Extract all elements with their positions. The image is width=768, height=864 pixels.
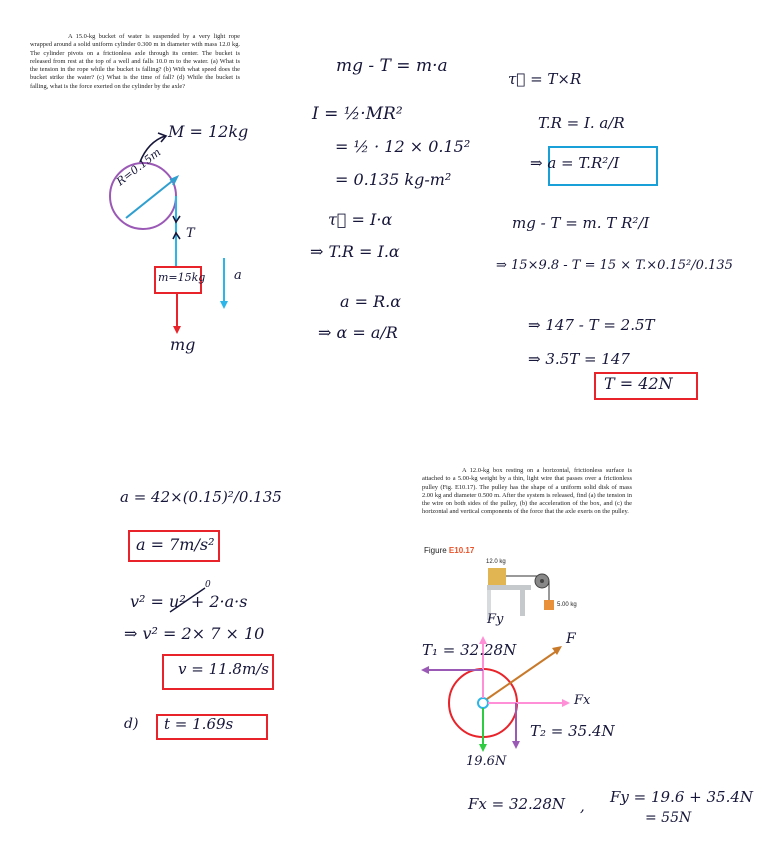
col3-eq1: τ⃗ = T×R [508, 70, 582, 88]
col4-eq5: v = 11.8m/s [178, 660, 269, 678]
figure-box-label: 12.0 kg [486, 559, 506, 565]
col3-eq5: ⇒ 15×9.8 - T = 15 × T.×0.15²/0.135 [496, 258, 733, 273]
figure-label-prefix: Figure [424, 546, 447, 555]
col3-eq3: ⇒ a = T.R²/I [530, 154, 620, 172]
col3-eq4: mg - T = m. T R²/I [512, 214, 650, 232]
fy-result-2: = 55N [645, 810, 692, 826]
col2-eq1: mg - T = m·a [336, 56, 448, 76]
col4-eq3: v² = u² + 2·a·s [130, 592, 248, 611]
problem1-text: A 15.0-kg bucket of water is suspended by a very light rope wrapped around a solid uniform cylinder 0.300 m in diameter with mass 12.0 kg. The cylinder pivots on a frictionless axle through its center. The bucket is released from rest at the top of a well and falls 10.0 m to the water. (a) What is the tension in the rope while the bucket is falling? (b) With what speed does the bucket strike the water? (c) What is the time of fall? (d) While the bucket is falling, what is the force exerted on the cylinder by the axle? [30, 33, 240, 90]
col3-eq2: T.R = I. a/R [538, 114, 625, 132]
col2-eq6: ⇒ T.R = I.α [310, 242, 400, 261]
col4-eq6: t = 1.69s [164, 715, 234, 733]
col4-eq1: a = 42×(0.15)²/0.135 [120, 488, 282, 506]
figure-weight-label: 5.00 kg [557, 602, 577, 608]
fy-result: Fy = 19.6 + 35.4N [610, 788, 754, 806]
fx-label: Fx [574, 693, 591, 708]
col4-eq2: a = 7m/s² [136, 535, 215, 554]
axle-circle [478, 698, 488, 708]
col4-eq4: ⇒ v² = 2× 7 × 10 [124, 624, 265, 643]
col4-eq3-note: 0 [205, 580, 211, 590]
figure-label-number: E10.17 [448, 546, 475, 555]
col2-eq8: ⇒ α = a/R [318, 323, 398, 342]
radius-label: R=0.15m [114, 145, 164, 189]
weight-label: mg [170, 335, 196, 354]
col3-eq7: ⇒ 3.5T = 147 [528, 350, 630, 368]
mass-label: M = 12kg [168, 122, 249, 141]
col4-eq6-prefix: d) [124, 716, 139, 732]
col3-eq6: ⇒ 147 - T = 2.5T [528, 316, 655, 334]
t2-label: T₂ = 35.4N [530, 722, 615, 740]
fx-result: Fx = 32.28N [468, 795, 566, 813]
col2-eq3: = ½ · 12 × 0.15² [335, 137, 471, 156]
f-label: F [566, 631, 576, 647]
col2-eq5: τ⃗ = I·α [328, 210, 393, 229]
col2-eq4: = 0.135 kg-m² [335, 170, 452, 189]
tension-label: T [186, 226, 195, 241]
col3-eq8: T = 42N [604, 374, 673, 393]
col2-eq2: I = ½·MR² [312, 104, 403, 124]
weight2-label: 19.6N [466, 754, 507, 769]
fy-label: Fy [487, 612, 504, 627]
col2-eq7: a = R.α [340, 292, 402, 311]
t1-label: T₁ = 32.28N [422, 641, 517, 659]
result-comma: , [580, 797, 585, 815]
accel-label: a [234, 268, 242, 283]
problem2-text: A 12.0-kg box resting on a horizontal, frictionless surface is attached to a 5.00-kg weight by a thin, light wire that passes over a frictionless pulley (Fig. E10.17). The pulley has the shape of a uniform solid disk of mass 2.00 kg and diameter 0.500 m. After the system is released, find (a) the tension in the wire on both sides of the pulley, (b) the acceleration of the box, and (c) the horizontal and vertical components of the force that the axle exerts on the pulley. [422, 467, 632, 516]
bucket-label: m=15kg [158, 271, 206, 284]
